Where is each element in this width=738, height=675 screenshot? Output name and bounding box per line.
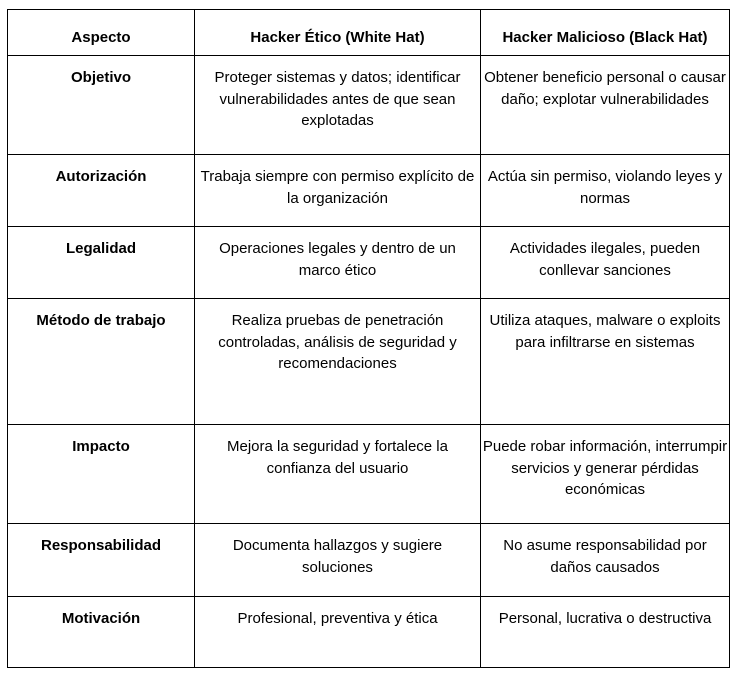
aspect-cell: Legalidad xyxy=(8,227,195,298)
table-row xyxy=(8,56,729,155)
table-row xyxy=(8,425,729,524)
malicious-cell: Obtener beneficio personal o causar daño; explotar vulnerabilidades xyxy=(484,69,726,108)
malicious-cell: Personal, lucrativa o destructiva xyxy=(498,610,712,627)
aspect-cell: Responsabilidad xyxy=(8,524,195,596)
aspect-cell: Objetivo xyxy=(8,56,195,154)
malicious-cell: No asume responsabilidad por daños causados xyxy=(503,537,707,576)
ethical-cell: Profesional, preventiva y ética xyxy=(195,597,481,667)
malicious-cell: Puede robar información, interrumpir servicios y generar pérdidas económicas xyxy=(482,438,728,498)
table-header-row xyxy=(8,10,729,56)
table-row xyxy=(8,524,729,597)
header-aspect: Aspecto xyxy=(8,10,195,55)
malicious-cell: Actúa sin permiso, violando leyes y normas xyxy=(487,168,723,207)
table-row xyxy=(8,299,729,425)
ethical-cell: Realiza pruebas de penetración controladas, análisis de seguridad y recomendaciones xyxy=(195,299,481,424)
malicious-cell: Utiliza ataques, malware o exploits para infiltrarse en sistemas xyxy=(489,312,721,351)
malicious-cell: Actividades ilegales, pueden conllevar sanciones xyxy=(509,240,701,279)
aspect-cell: Método de trabajo xyxy=(8,299,195,424)
aspect-cell: Impacto xyxy=(8,425,195,523)
ethical-cell: Mejora la seguridad y fortalece la confianza del usuario xyxy=(195,425,481,523)
table-row xyxy=(8,155,729,227)
header-malicious-hacker: Hacker Malicioso (Black Hat) xyxy=(502,29,708,46)
ethical-cell: Documenta hallazgos y sugiere soluciones xyxy=(195,524,481,596)
comparison-table xyxy=(7,9,730,668)
table-row xyxy=(8,597,729,667)
aspect-cell: Motivación xyxy=(8,597,195,667)
table-row xyxy=(8,227,729,299)
ethical-cell: Trabaja siempre con permiso explícito de la organización xyxy=(195,155,481,226)
ethical-cell: Proteger sistemas y datos; identificar vulnerabilidades antes de que sean explotadas xyxy=(195,56,481,154)
header-ethical-hacker: Hacker Ético (White Hat) xyxy=(195,10,481,55)
ethical-cell: Operaciones legales y dentro de un marco ético xyxy=(195,227,481,298)
aspect-cell: Autorización xyxy=(8,155,195,226)
